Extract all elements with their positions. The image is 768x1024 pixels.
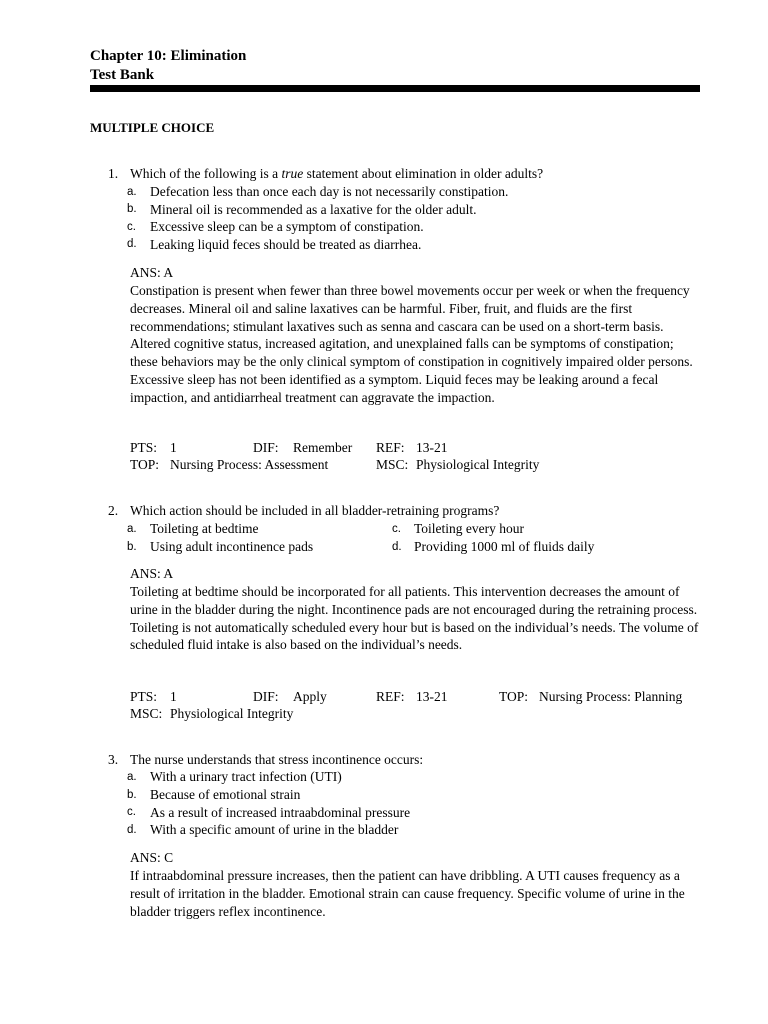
msc-label: MSC:	[376, 457, 409, 472]
ref-value: 13-21	[416, 440, 448, 455]
rationale: Constipation is present when fewer than three bowel movements occur per week or when the frequency decreases. Mineral oil and saline laxatives can be harmful. Fiber, fruit, and fluids are the first recommendations; stimulant laxatives such as senna and cascara can be used on a short-term basis. Altered cognitive status, increased agitation, and unexplained falls can be symptoms of constipation; these behaviors may be the only clinical symptom of constipation in cognitively impaired older persons. Excessive sleep has not been identified as a symptom. Liquid feces may be leaking around a fecal impaction, and antidiarrheal treatment can aggravate the impaction.	[130, 283, 693, 405]
answer-option: As a result of increased intraabdominal pressure	[150, 805, 411, 820]
rationale: If intraabdominal pressure increases, then the patient can have dribbling. A UTI causes frequency as a result of irritation in the bladder. Emotional strain can cause frequency. Specific volume of urine in the bladder triggers reflex incontinence.	[130, 868, 685, 919]
msc-label: MSC:	[130, 706, 163, 721]
top-label: TOP:	[130, 457, 160, 472]
option-letter: d.	[127, 824, 137, 836]
chapter-title: Chapter 10: Elimination	[90, 48, 247, 64]
option-letter: c.	[127, 221, 136, 233]
answer-option: Mineral oil is recommended as a laxative for the older adult.	[150, 202, 477, 217]
stem-text: Which of the following is a	[130, 166, 282, 181]
pts-value: 1	[170, 689, 177, 704]
option-letter: d.	[392, 541, 402, 553]
document-subtitle: Test Bank	[90, 67, 155, 83]
question-number: 1.	[108, 166, 119, 181]
rationale: Toileting at bedtime should be incorporated for all patients. This intervention decreases the amount of urine in the bladder during the night. Incontinence pads are not encouraged during the retraining process. Toileting is not automatically scheduled every hour but is based on the individual’s needs. The volume of scheduled fluid intake is also based on the individual’s needs.	[130, 584, 699, 653]
option-letter: a.	[127, 186, 137, 198]
msc-value: Physiological Integrity	[170, 706, 294, 721]
answer-option: Excessive sleep can be a symptom of constipation.	[150, 219, 424, 234]
dif-value: Apply	[293, 689, 327, 704]
header-rule	[90, 85, 700, 92]
top-value: Nursing Process: Planning	[539, 689, 683, 704]
answer-key: ANS: A	[130, 566, 174, 581]
pts-label: PTS:	[130, 440, 158, 455]
dif-label: DIF:	[253, 689, 279, 704]
answer-option: With a specific amount of urine in the bladder	[150, 822, 399, 837]
option-letter: a.	[127, 523, 137, 535]
dif-label: DIF:	[253, 440, 279, 455]
answer-option: Using adult incontinence pads	[150, 539, 314, 554]
answer-option: Because of emotional strain	[150, 787, 301, 802]
stem-emphasis: true	[281, 166, 304, 181]
question-number: 3.	[108, 752, 119, 767]
pts-label: PTS:	[130, 689, 158, 704]
question-stem: The nurse understands that stress incontinence occurs:	[130, 752, 424, 767]
option-letter: b.	[127, 789, 137, 801]
msc-value: Physiological Integrity	[416, 457, 540, 472]
question-stem	[130, 166, 543, 182]
option-letter: c.	[127, 806, 136, 818]
question-stem: Which action should be included in all bladder-retraining programs?	[130, 503, 500, 518]
answer-key: ANS: A	[130, 265, 174, 280]
stem-text: statement about elimination in older adults?	[303, 166, 544, 181]
option-letter: b.	[127, 203, 137, 215]
dif-value: Remember	[293, 440, 353, 455]
answer-option: Toileting every hour	[414, 521, 525, 536]
option-letter: c.	[392, 523, 401, 535]
answer-option: With a urinary tract infection (UTI)	[150, 769, 342, 784]
option-letter: a.	[127, 771, 137, 783]
top-value: Nursing Process: Assessment	[170, 457, 329, 472]
answer-key: ANS: C	[130, 850, 174, 865]
option-letter: d.	[127, 238, 137, 250]
answer-option: Toileting at bedtime	[150, 521, 259, 536]
ref-label: REF:	[376, 689, 405, 704]
answer-option: Defecation less than once each day is not necessarily constipation.	[150, 184, 509, 199]
ref-label: REF:	[376, 440, 405, 455]
ref-value: 13-21	[416, 689, 448, 704]
section-heading: MULTIPLE CHOICE	[90, 120, 215, 135]
top-label: TOP:	[499, 689, 529, 704]
question-number: 2.	[108, 503, 119, 518]
pts-value: 1	[170, 440, 177, 455]
answer-option: Providing 1000 ml of fluids daily	[414, 539, 595, 554]
option-letter: b.	[127, 541, 137, 553]
answer-option: Leaking liquid feces should be treated as diarrhea.	[150, 237, 422, 252]
